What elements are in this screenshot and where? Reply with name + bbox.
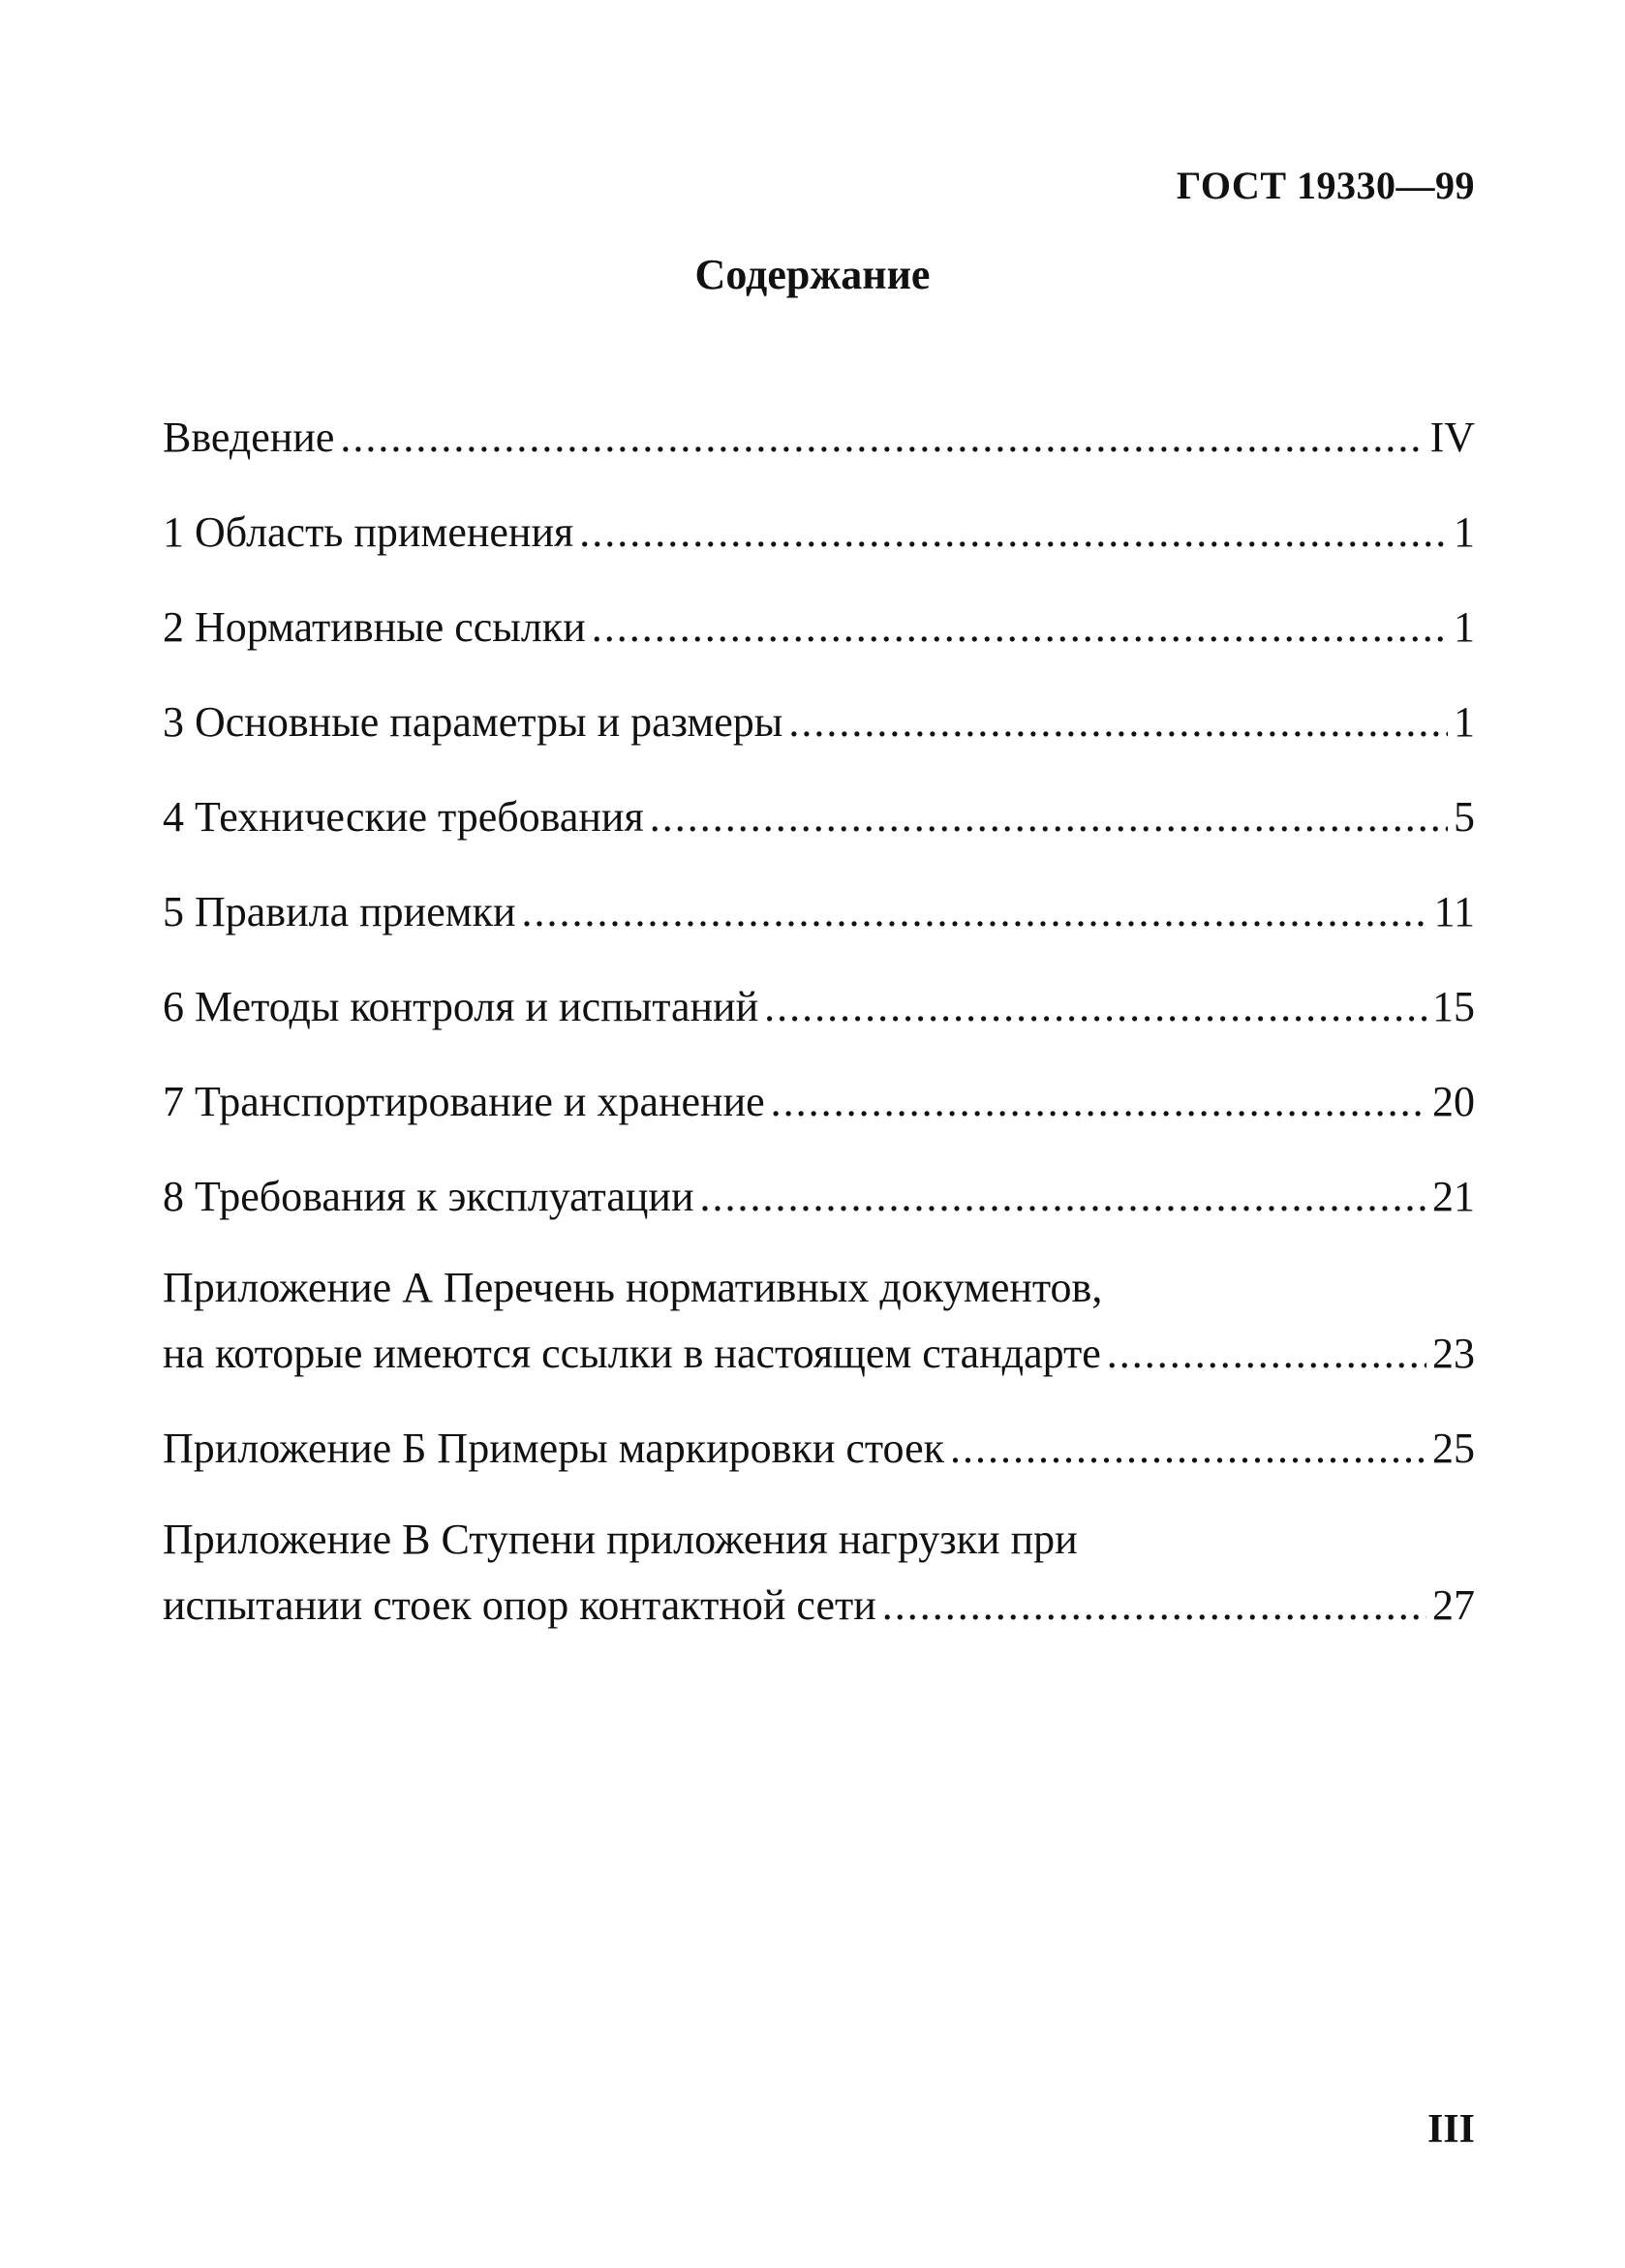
dot-leader bbox=[882, 1573, 1426, 1639]
toc-page-number: 1 bbox=[1454, 508, 1475, 556]
toc-page-number: 5 bbox=[1454, 793, 1475, 841]
toc-page-number: 1 bbox=[1454, 698, 1475, 746]
toc-entry-title-line-1: Приложение В Ступени приложения нагрузки при bbox=[163, 1516, 1078, 1563]
toc-entry-section-1[interactable] bbox=[163, 500, 1475, 566]
toc-page-number: 11 bbox=[1433, 888, 1475, 935]
dot-leader bbox=[950, 1416, 1426, 1482]
toc-entry-title: 7 Транспортирование и хранение bbox=[163, 1078, 765, 1125]
toc-page-number: 1 bbox=[1454, 603, 1475, 651]
page-title: Содержание bbox=[694, 251, 931, 298]
toc-entry-title-line-2: испытании стоек опор контактной сети bbox=[163, 1581, 876, 1629]
toc-page-number: 21 bbox=[1432, 1173, 1475, 1220]
toc-entry-section-6[interactable] bbox=[163, 974, 1475, 1040]
toc-entry-title: Введение bbox=[163, 414, 335, 461]
toc-entry-title-line-1: Приложение А Перечень нормативных документов, bbox=[163, 1264, 1103, 1311]
toc-entry-title: 5 Правила приемки bbox=[163, 888, 516, 935]
toc-entry-title: 1 Область применения bbox=[163, 508, 574, 556]
dot-leader bbox=[771, 1069, 1426, 1135]
toc-page-number: 23 bbox=[1432, 1330, 1475, 1377]
dot-leader bbox=[1107, 1321, 1426, 1387]
dot-leader bbox=[592, 595, 1448, 660]
toc-entry-appendix-a[interactable] bbox=[163, 1255, 1475, 1387]
toc-entry-title: 2 Нормативные ссылки bbox=[163, 603, 586, 651]
dot-leader bbox=[522, 879, 1428, 945]
toc-entry-appendix-v[interactable] bbox=[163, 1507, 1475, 1639]
toc-page-number: 20 bbox=[1432, 1078, 1475, 1125]
toc-entry-appendix-b[interactable] bbox=[163, 1416, 1475, 1482]
toc-page-number: IV bbox=[1429, 414, 1475, 461]
toc-entry-title: 3 Основные параметры и размеры bbox=[163, 698, 783, 746]
toc-entry-section-4[interactable] bbox=[163, 784, 1475, 850]
toc-entry-title: 6 Методы контроля и испытаний bbox=[163, 983, 759, 1030]
toc-entry-section-7[interactable] bbox=[163, 1069, 1475, 1135]
toc-entry-title-line-2: на которые имеются ссылки в настоящем стандарте bbox=[163, 1330, 1101, 1377]
toc-entry-title: 4 Технические требования bbox=[163, 793, 644, 841]
toc-entry-section-8[interactable] bbox=[163, 1164, 1475, 1230]
toc-entry-section-2[interactable] bbox=[163, 595, 1475, 660]
dot-leader bbox=[788, 690, 1448, 755]
toc-entry-section-5[interactable] bbox=[163, 879, 1475, 945]
document-code: ГОСТ 19330—99 bbox=[1176, 164, 1475, 207]
toc-entry-section-3[interactable] bbox=[163, 690, 1475, 755]
toc-entry-introduction[interactable] bbox=[163, 405, 1475, 471]
dot-leader bbox=[579, 500, 1448, 566]
toc-page-number: 25 bbox=[1432, 1425, 1475, 1472]
toc-page-number: 15 bbox=[1432, 983, 1475, 1030]
toc-entry-title: Приложение Б Примеры маркировки стоек bbox=[163, 1425, 944, 1472]
page-number: III bbox=[1426, 2107, 1475, 2152]
dot-leader bbox=[700, 1164, 1427, 1230]
dot-leader bbox=[650, 784, 1448, 850]
dot-leader bbox=[340, 405, 1424, 471]
toc-entry-title: 8 Требования к эксплуатации bbox=[163, 1173, 694, 1220]
dot-leader bbox=[764, 974, 1426, 1040]
toc-page-number: 27 bbox=[1432, 1581, 1475, 1629]
